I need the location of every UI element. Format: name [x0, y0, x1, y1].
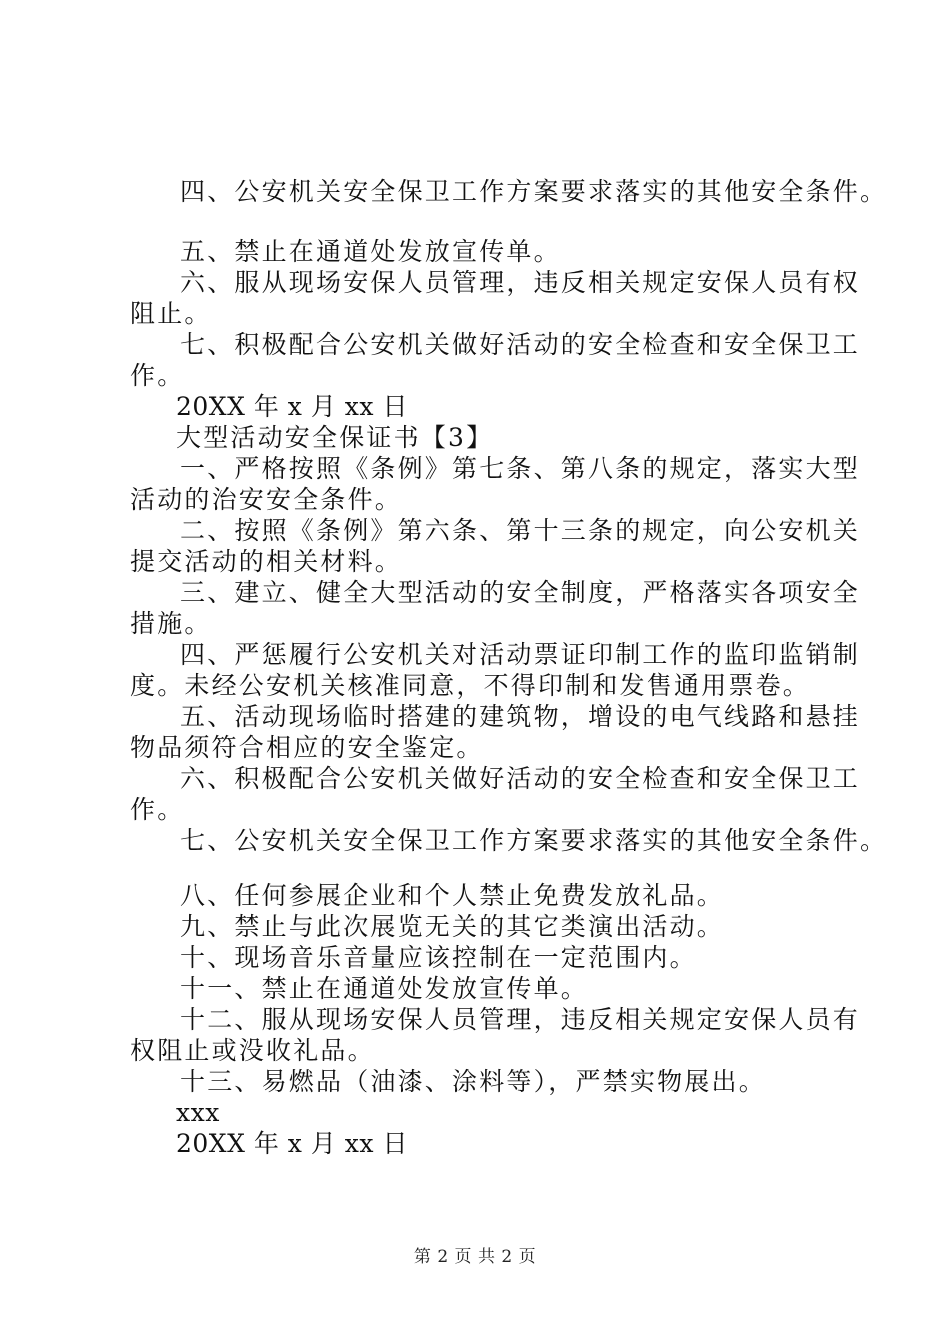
paragraph-line: 十三、易燃品（油漆、涂料等），严禁实物展出。: [180, 1067, 766, 1096]
paragraph-line: 度。未经公安机关核准同意，不得印制和发售通用票卷。: [130, 671, 811, 700]
paragraph-line: 一、严格按照《条例》第七条、第八条的规定，落实大型: [180, 454, 861, 483]
paragraph-line: 四、严惩履行公安机关对活动票证印制工作的监印监销制: [180, 640, 861, 669]
paragraph-line: 作。: [130, 361, 185, 390]
paragraph-line: 四、公安机关安全保卫工作方案要求落实的其他安全条件。: [180, 177, 888, 206]
paragraph-line: 八、任何参展企业和个人禁止免费发放礼品。: [180, 881, 725, 910]
paragraph-line: 十二、服从现场安保人员管理，违反相关规定安保人员有: [180, 1005, 861, 1034]
date-line: 20XX 年 x 月 xx 日: [176, 392, 408, 421]
paragraph-line: 六、服从现场安保人员管理，违反相关规定安保人员有权: [180, 268, 861, 297]
paragraph-line: 提交活动的相关材料。: [130, 547, 403, 576]
paragraph-line: 十一、禁止在通道处发放宣传单。: [180, 974, 589, 1003]
paragraph-line: 十、现场音乐音量应该控制在一定范围内。: [180, 943, 697, 972]
paragraph-line: 措施。: [130, 609, 212, 638]
paragraph-line: 三、建立、健全大型活动的安全制度，严格落实各项安全: [180, 578, 861, 607]
paragraph-line: 九、禁止与此次展览无关的其它类演出活动。: [180, 912, 725, 941]
paragraph-line: 物品须符合相应的安全鉴定。: [130, 733, 484, 762]
paragraph-line: 权阻止或没收礼品。: [130, 1036, 375, 1065]
section-title: 大型活动安全保证书【3】: [176, 423, 494, 452]
page-footer: 第 2 页 共 2 页: [413, 1247, 537, 1267]
paragraph-line: 五、禁止在通道处发放宣传单。: [180, 237, 561, 266]
paragraph-line: 七、公安机关安全保卫工作方案要求落实的其他安全条件。: [180, 826, 888, 855]
paragraph-line: 七、积极配合公安机关做好活动的安全检查和安全保卫工: [180, 330, 861, 359]
date-line: 20XX 年 x 月 xx 日: [176, 1129, 408, 1158]
paragraph-line: 作。: [130, 795, 185, 824]
paragraph-line: 五、活动现场临时搭建的建筑物，增设的电气线路和悬挂: [180, 702, 861, 731]
paragraph-line: 阻止。: [130, 299, 212, 328]
paragraph-line: 二、按照《条例》第六条、第十三条的规定，向公安机关: [180, 516, 861, 545]
paragraph-line: 六、积极配合公安机关做好活动的安全检查和安全保卫工: [180, 764, 861, 793]
paragraph-line: 活动的治安安全条件。: [130, 485, 403, 514]
signature-line: xxx: [176, 1098, 220, 1127]
